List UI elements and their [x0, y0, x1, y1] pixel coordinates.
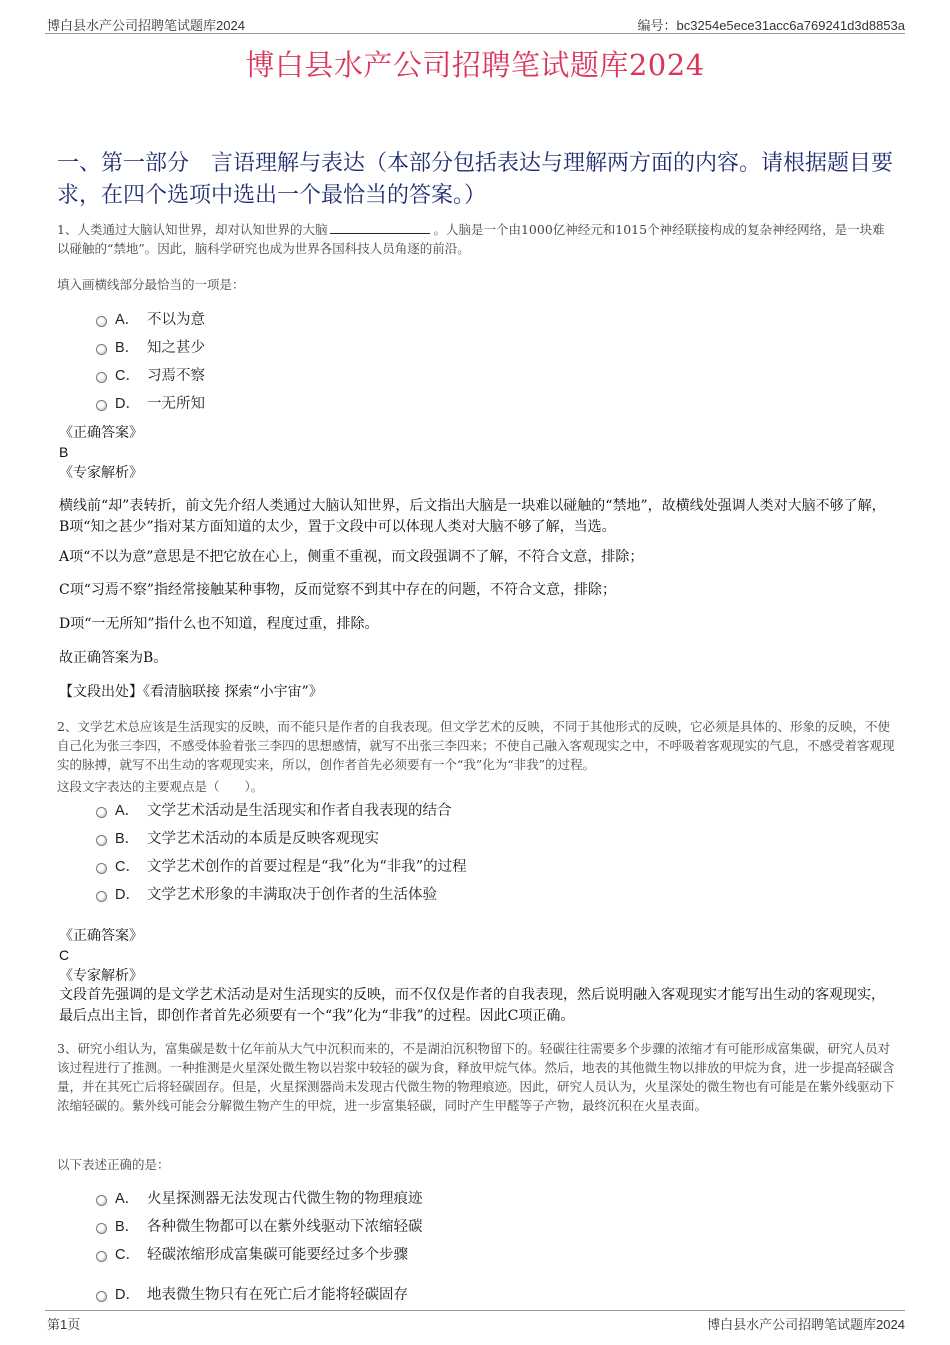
radio-icon[interactable]: [96, 863, 107, 874]
fill-blank: [330, 221, 430, 234]
q1-analysis-para: 横线前“却”表转折，前文先介绍人类通过大脑认知世界，后文指出大脑是一块难以碰触的“禁地”，故横线处强调人类对大脑不够了解，B项“知之甚少”指对某方面知道的太少，置于文段中可以体现人类对大脑不够了解，当选。: [59, 498, 886, 535]
q1-option-c[interactable]: [96, 363, 205, 385]
q2-answer-label: 《正确答案》: [59, 928, 143, 944]
q1-source: 【文段出处】《看清脑联接 探索“小宇宙”》: [59, 684, 323, 700]
option-key: C．: [115, 367, 140, 384]
q2-analysis: 文段首先强调的是文学艺术活动是对生活现实的反映，而不仅仅是作者的自我表现，然后说明融入客观现实才能写出生动的客观现实，最后点出主旨，即创作者首先必须要有一个“我”化为“非我”的过程。因此C项正确。: [59, 987, 885, 1024]
q1-option-b[interactable]: [96, 335, 205, 357]
option-text: 知之甚少: [147, 339, 205, 356]
q2-option-d[interactable]: [96, 882, 437, 904]
option-text: 文学艺术活动是生活现实和作者自我表现的结合: [147, 802, 452, 819]
option-text: 轻碳浓缩形成富集碳可能要经过多个步骤: [147, 1246, 408, 1263]
question-1-stem: [57, 220, 895, 258]
question-1-stem-a: 1、人类通过大脑认知世界，却对认知世界的大脑: [57, 222, 328, 237]
option-text: 火星探测器无法发现古代微生物的物理痕迹: [147, 1190, 423, 1207]
option-key: C．: [115, 858, 140, 875]
option-text: 习焉不察: [147, 367, 205, 384]
q1-option-a[interactable]: [96, 307, 205, 329]
radio-icon[interactable]: [96, 372, 107, 383]
q1-analysis-para: C项“习焉不察”指经常接触某种事物，反而觉察不到其中存在的问题，不符合文意，排除；: [59, 582, 617, 598]
option-key: B．: [115, 830, 140, 847]
option-key: A．: [115, 1190, 140, 1207]
option-key: D．: [115, 886, 140, 903]
q3-option-b[interactable]: [96, 1214, 423, 1236]
question-2-prompt: 这段文字表达的主要观点是（ ）。: [57, 779, 264, 794]
q3-option-d[interactable]: [96, 1282, 408, 1304]
footer-page-number: 第1页: [47, 1317, 81, 1332]
radio-icon[interactable]: [96, 1195, 107, 1206]
question-3-prompt: 以下表述正确的是：: [57, 1157, 170, 1172]
option-key: B．: [115, 1218, 140, 1235]
option-key: D．: [115, 1286, 140, 1303]
q1-analysis-label: 《专家解析》: [59, 465, 143, 481]
option-text: 文学艺术创作的首要过程是“我”化为“非我”的过程: [147, 858, 467, 875]
radio-icon[interactable]: [96, 344, 107, 355]
question-1-stem-b: 。人脑是一个由1000亿神经元和1015个神经联接构成的复杂神经网络，是一块难以碰触的“禁地”。因此，脑科学研究也成为世界各国科技人员角逐的前沿。: [57, 222, 885, 256]
radio-icon[interactable]: [96, 891, 107, 902]
header-rule: [45, 33, 905, 34]
option-text: 地表微生物只有在死亡后才能将轻碳固存: [147, 1286, 408, 1303]
radio-icon[interactable]: [96, 1223, 107, 1234]
option-text: 文学艺术活动的本质是反映客观现实: [147, 830, 379, 847]
q1-analysis-para: A项“不以为意”意思是不把它放在心上，侧重不重视，而文段强调不了解，不符合文意，排除；: [59, 549, 644, 565]
option-key: C．: [115, 1246, 140, 1263]
q2-option-c[interactable]: [96, 854, 467, 876]
option-text: 文学艺术形象的丰满取决于创作者的生活体验: [147, 886, 437, 903]
option-text: 一无所知: [147, 395, 205, 412]
option-text: 各种微生物都可以在紫外线驱动下浓缩轻碳: [147, 1218, 423, 1235]
radio-icon[interactable]: [96, 316, 107, 327]
radio-icon[interactable]: [96, 807, 107, 818]
option-text: 不以为意: [147, 311, 205, 328]
footer-title: 博白县水产公司招聘笔试题库2024: [707, 1317, 905, 1332]
option-key: A．: [115, 311, 140, 328]
document-title: 博白县水产公司招聘笔试题库2024: [245, 48, 705, 82]
q2-answer: C: [59, 947, 70, 963]
q2-option-a[interactable]: [96, 798, 452, 820]
section-heading: 一、第一部分 言语理解与表达（本部分包括表达与理解两方面的内容。请根据题目要求，在四个选项中选出一个最恰当的答案。）: [57, 151, 894, 208]
question-1-prompt: 填入画横线部分最恰当的一项是：: [57, 277, 245, 292]
radio-icon[interactable]: [96, 835, 107, 846]
q1-analysis-para: 故正确答案为B。: [59, 650, 168, 666]
q2-analysis-label: 《专家解析》: [59, 968, 143, 984]
q3-option-c[interactable]: [96, 1242, 408, 1264]
header-left: 博白县水产公司招聘笔试题库2024: [47, 18, 245, 33]
q2-option-b[interactable]: [96, 826, 379, 848]
radio-icon[interactable]: [96, 400, 107, 411]
option-key: D．: [115, 395, 140, 412]
q1-answer: B: [59, 444, 69, 460]
radio-icon[interactable]: [96, 1251, 107, 1262]
option-key: A．: [115, 802, 140, 819]
footer-rule: [45, 1310, 905, 1311]
question-2-stem: 2、文学艺术总应该是生活现实的反映，而不能只是作者的自我表现。但文学艺术的反映，不同于其他形式的反映，它必须是具体的、形象的反映，不使自己化为张三李四，不感受体验着张三李四的思想感情，就写不出张三李四来；不使自己融入客观现实之中，不呼吸着客观现实的气息，不感受着客观现实的脉搏，就写不出生动的客观现实来，所以，创作者首先必须要有一个“我”化为“非我”的过程。: [57, 719, 895, 772]
q1-analysis-para: D项“一无所知”指什么也不知道，程度过重，排除。: [59, 616, 379, 632]
q1-option-d[interactable]: [96, 391, 205, 413]
q1-answer-label: 《正确答案》: [59, 425, 143, 441]
question-3-stem: 3、研究小组认为，富集碳是数十亿年前从大气中沉积而来的，不是湖泊沉积物留下的。轻碳往往需要多个步骤的浓缩才有可能形成富集碳，研究人员对该过程进行了推测。一种推测是火星深处微生物以岩浆中较轻的碳为食，释放甲烷气体。然后，地表的其他微生物以排放的甲烷为食，进一步提高轻碳含量，并在其死亡后将轻碳固存。但是，火星探测器尚未发现古代微生物的物理痕迹。因此，研究人员认为，火星深处的微生物也有可能是在紫外线驱动下浓缩轻碳的。紫外线可能会分解微生物产生的甲烷，进一步富集轻碳，同时产生甲醛等子产物，最终沉积在火星表面。: [57, 1041, 895, 1113]
radio-icon[interactable]: [96, 1291, 107, 1302]
header-doc-id: 编号：bc3254e5ece31acc6a769241d3d8853a: [637, 18, 905, 33]
q3-option-a[interactable]: [96, 1186, 423, 1208]
option-key: B．: [115, 339, 140, 356]
